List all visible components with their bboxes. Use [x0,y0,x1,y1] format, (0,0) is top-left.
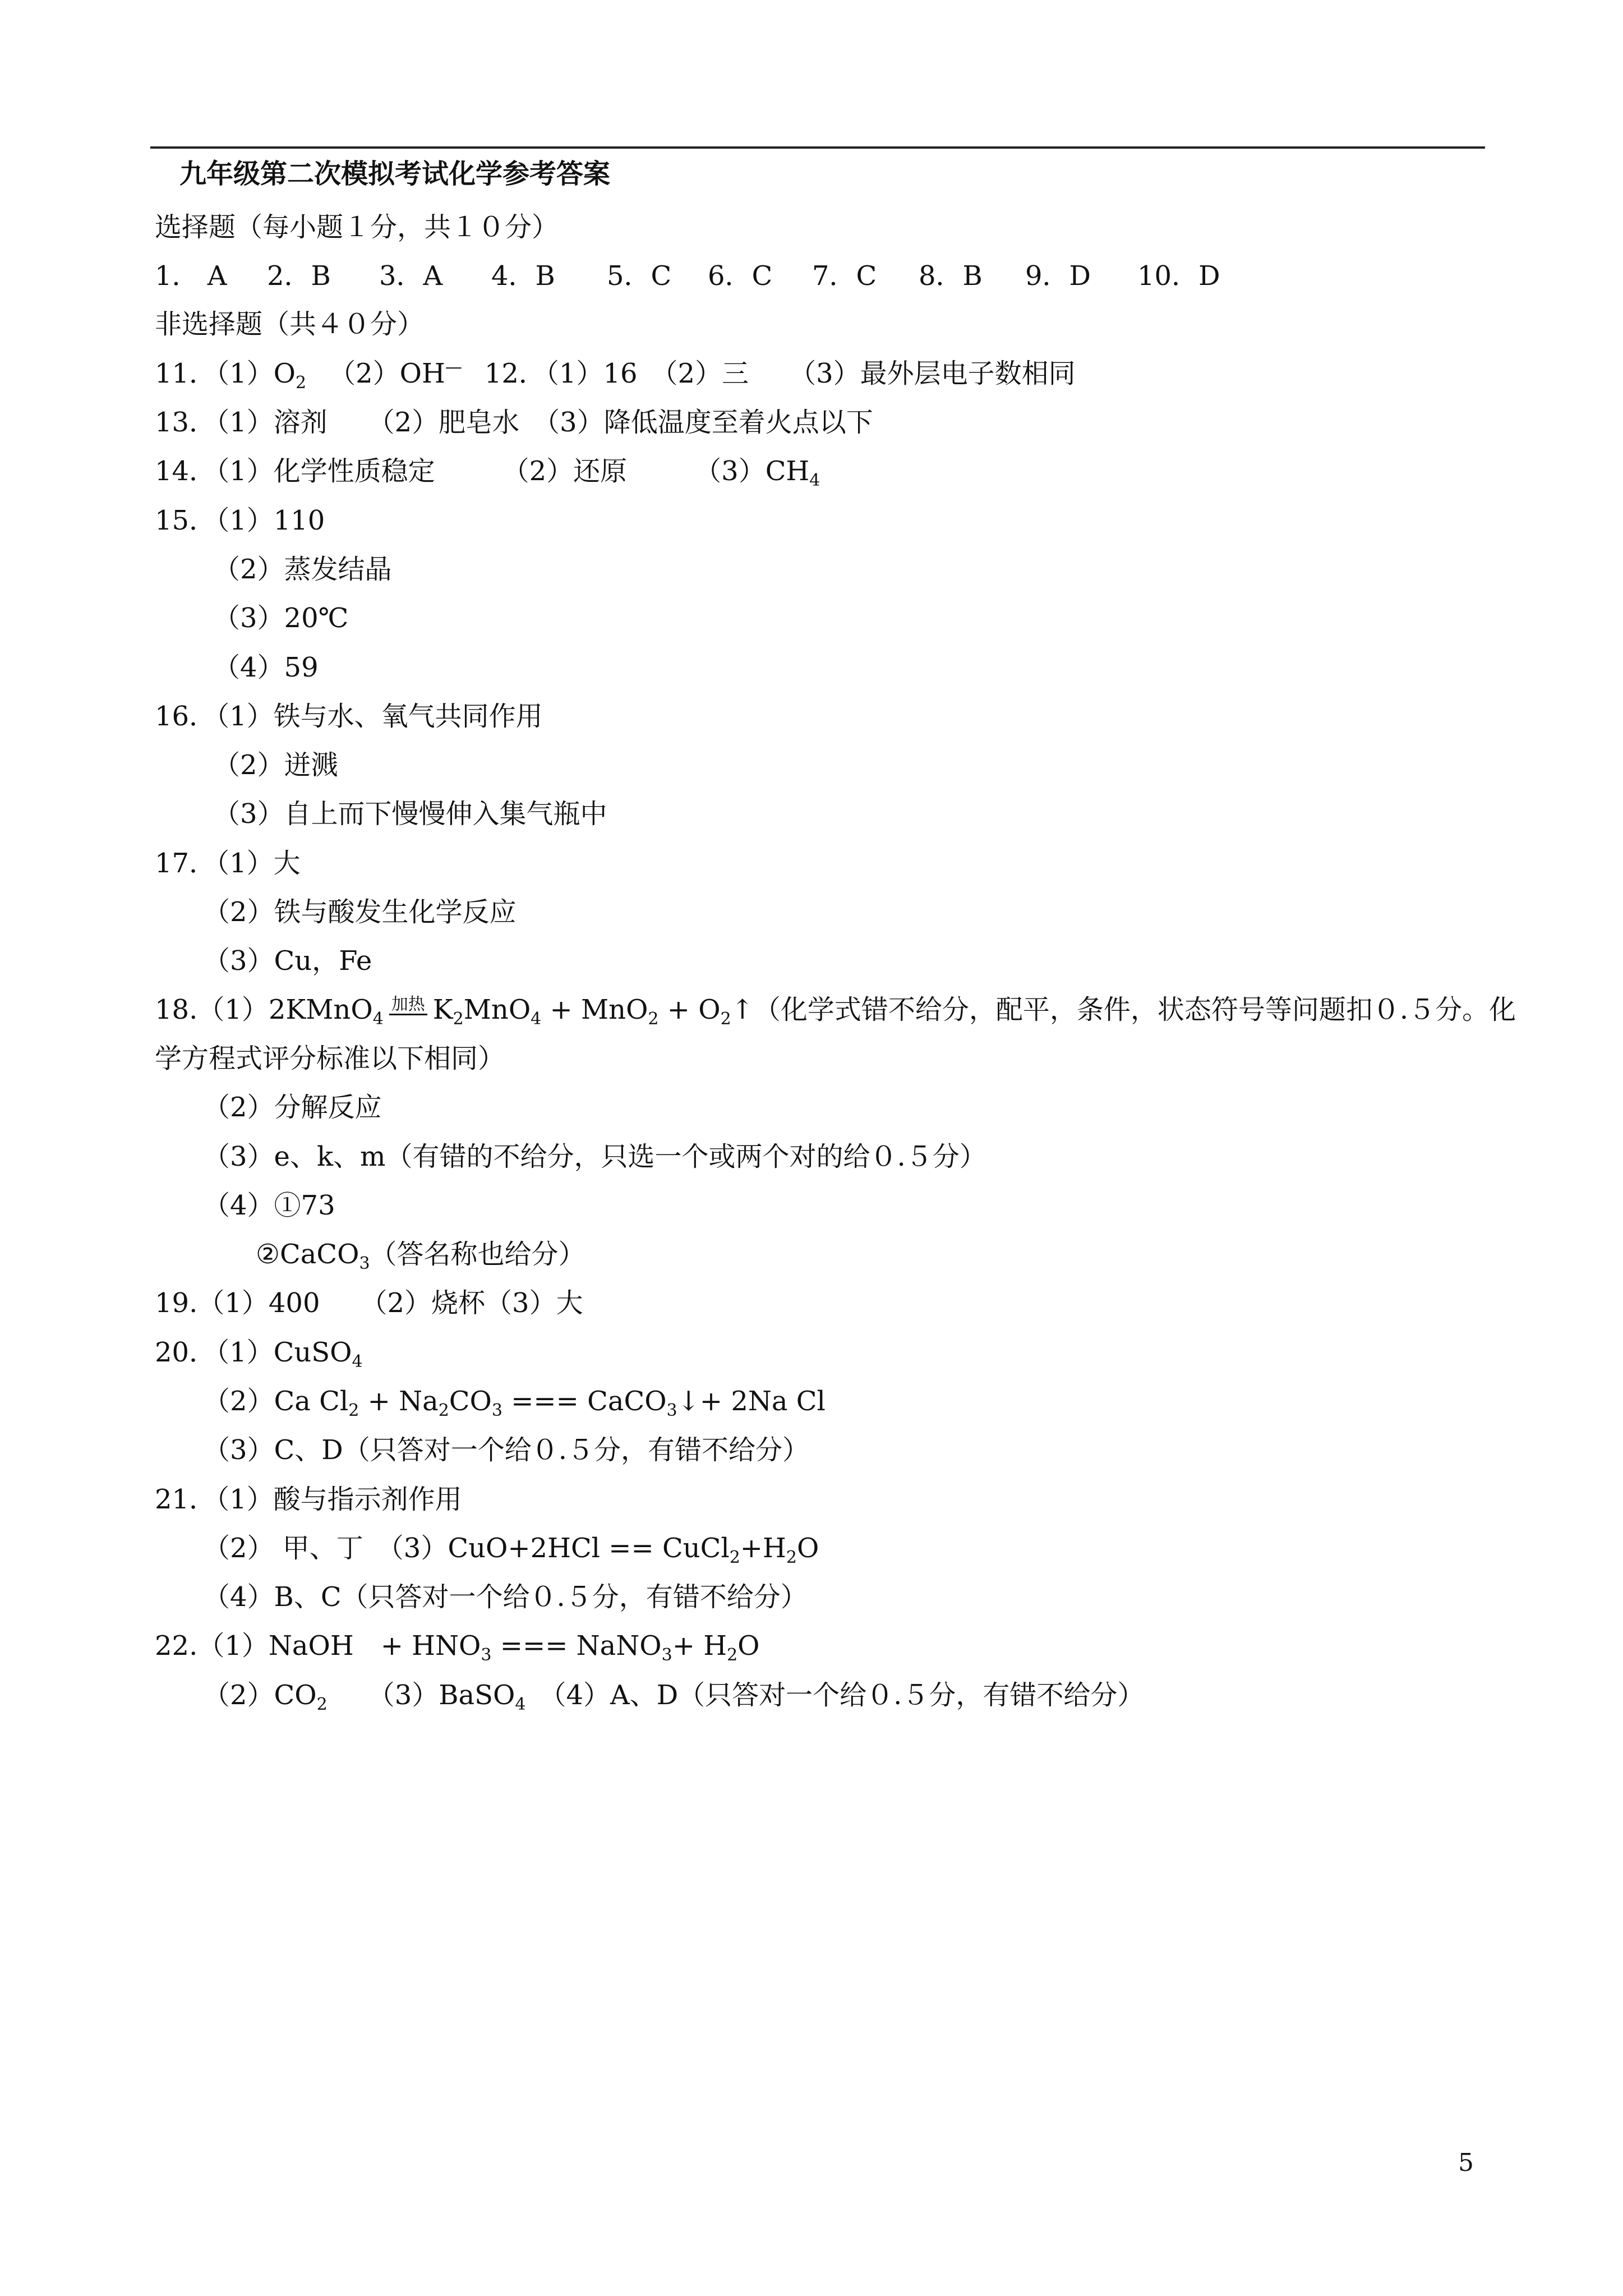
answer-line-19: 19.（1）400 （2）烧杯（3）大 [155,1287,583,1319]
answer-line-18-6: ②CaCO$_3$（答名称也给分） [256,1239,585,1273]
answer-8: 8．B [919,260,983,292]
answer-line-14: 14．（1）化学性质稳定 （2）还原 $(3)CH_4$ [155,455,820,490]
answer-4: 4．B [491,260,555,292]
answer-line-20-1: 20．（1）CuSO$_4$ [155,1337,363,1372]
answer-line-22-1: 22.（1）NaOH + $HNO_3$ === NaNO$_3$+ $H_2O$ [155,1630,760,1665]
choice-answers-row [155,259,1220,293]
answer-line-18-1: 18.（1）2KMnO$_4$加热 $K_2MnO_4 + MnO_2$ + $O_2↑$（化学式错不给分，配平，条件，状态符号等问题扣０.５分。化 [155,994,1516,1029]
page-number: 5 [1458,2148,1474,2177]
document-title: 九年级第二次模拟考试化学参考答案 [179,158,611,190]
answer-line-15-4: （4）59 [213,652,319,683]
answer-line-15-2: （2）蒸发结晶 [213,554,392,585]
answer-line-18-4: （3）e、k、m（有错的不给分，只选一个或两个对的给０.５分） [203,1141,986,1172]
answer-line-16-3: （3）自上而下慢慢伸入集气瓶中 [213,798,607,830]
answer-line-11-12: 11．$(1)O_2$ （2）OH— 12．（1）16 （2）三 （3）最外层电子数相同 [155,357,1076,393]
answer-line-18-3: （2）分解反应 [203,1092,382,1123]
answer-line-15-3: （3）20℃ [213,602,349,634]
answer-line-21-1: 21．（1）酸与指示剂作用 [155,1484,462,1515]
answer-7: 7．C [812,260,877,292]
answer-line-18-5: （4）①73 [203,1190,335,1221]
answer-line-20-2: （2）Ca $Cl_2 + Na_2CO_3$ === CaCO$_3$↓+ 2Na Cl [203,1386,826,1420]
answer-9: 9．D [1025,260,1091,292]
nonchoice-section-header: 非选择题（共４０分） [155,309,425,340]
answer-line-16-2: （2）迸溅 [213,749,338,781]
answer-line-13: 13．（1）溶剂 （2）肥皂水 （3）降低温度至着火点以下 [155,407,873,438]
reaction-condition-label: 加热 [389,996,427,1015]
answer-line-17-2: （2）铁与酸发生化学反应 [203,896,517,928]
answer-line-20-3: （3）C、D（只答对一个给０.５分，有错不给分） [203,1434,810,1466]
answer-2: 2．B [267,260,331,292]
answer-line-22-2: $(2)CO_2$ （3）BaSO$_4$ （4）A、D（只答对一个给０.５分，有错不给分） [203,1680,1145,1714]
answer-1: 1． A [155,260,227,292]
answer-line-21-3: （4）B、C（只答对一个给０.５分，有错不给分） [203,1581,808,1613]
answer-10: 10．D [1137,260,1220,292]
answer-line-17-1: 17．（1）大 [155,848,301,879]
choice-section-header: 选择题（每小题１分，共１０分） [155,211,559,243]
answer-line-21-2: （2） 甲、丁 $(3)CuO+2HCl == CuCl_2+H_2O$ [203,1533,819,1567]
answer-6: 6．C [708,260,773,292]
answer-3: 3．A [379,260,443,292]
header-rule [150,146,1485,149]
answer-line-18-2: 学方程式评分标准以下相同） [155,1043,505,1074]
answer-line-17-3: （3）Cu，Fe [203,945,372,977]
answer-line-16-1: 16．（1）铁与水、氧气共同作用 [155,701,543,732]
answer-line-15-1: 15．（1）110 [155,505,325,536]
answer-5: 5．C [607,260,672,292]
